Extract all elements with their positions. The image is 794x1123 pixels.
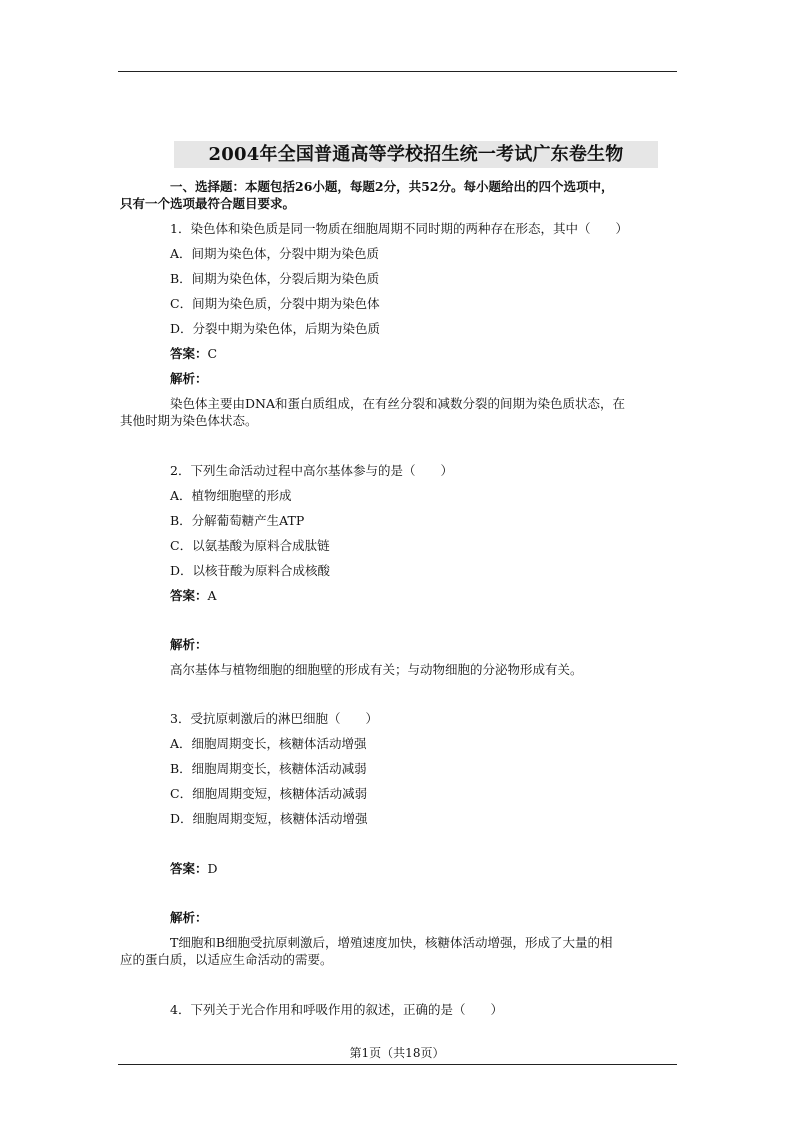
answer-label: 答案：: [170, 588, 208, 603]
footer-rule: [118, 1064, 677, 1065]
page-footer: 第1页（共18页）: [349, 1046, 445, 1060]
question-2-answer: [170, 587, 217, 604]
question-3-option-a: A．细胞周期变长，核糖体活动增强: [170, 736, 367, 751]
question-2-option-c: C．以氨基酸为原料合成肽链: [170, 538, 330, 553]
question-3-option-b: B．细胞周期变长，核糖体活动减弱: [170, 761, 367, 776]
answer-label: 答案：: [170, 346, 208, 361]
question-3-answer: [170, 860, 218, 877]
question-1-analysis-line-1: 染色体主要由DNA和蛋白质组成，在有丝分裂和减数分裂的间期为染色质状态，在: [170, 396, 625, 411]
section-heading-line-1: 一、选择题：本题包括26小题，每题2分，共52分。每小题给出的四个选项中，: [170, 179, 614, 194]
question-3-option-c: C．细胞周期变短，核糖体活动减弱: [170, 786, 368, 801]
question-1-option-b: B．间期为染色体，分裂后期为染色质: [170, 271, 380, 286]
answer-value: D: [207, 861, 218, 876]
answer-value: A: [207, 588, 217, 603]
answer-value: C: [207, 346, 218, 361]
question-2-stem: 2．下列生命活动过程中高尔基体参与的是（ ）: [170, 463, 453, 478]
question-3-stem: 3．受抗原刺激后的淋巴细胞（ ）: [170, 711, 378, 726]
header-rule: [118, 71, 677, 72]
question-1-option-c: C．间期为染色质，分裂中期为染色体: [170, 296, 380, 311]
question-3-analysis-label: 解析：: [170, 910, 208, 925]
question-2-option-d: D．以核苷酸为原料合成核酸: [170, 563, 331, 578]
question-4-stem: 4．下列关于光合作用和呼吸作用的叙述，正确的是（ ）: [170, 1002, 503, 1017]
question-3-analysis-line-2: 应的蛋白质，以适应生命活动的需要。: [120, 952, 333, 967]
question-2-option-b: B．分解葡萄糖产生ATP: [170, 513, 305, 528]
question-2-option-a: A．植物细胞壁的形成: [170, 488, 292, 503]
document-title: 2004年全国普通高等学校招生统一考试广东卷生物: [174, 141, 658, 168]
question-3-analysis-line-1: T细胞和B细胞受抗原刺激后，增殖速度加快，核糖体活动增强，形成了大量的相: [170, 935, 613, 950]
question-1-option-d: D．分裂中期为染色体，后期为染色质: [170, 321, 381, 336]
question-1-option-a: A．间期为染色体，分裂中期为染色质: [170, 246, 380, 261]
question-2-analysis-label: 解析：: [170, 637, 208, 652]
section-heading-line-2: 只有一个选项最符合题目要求。: [120, 196, 296, 211]
question-1-stem: 1．染色体和染色质是同一物质在细胞周期不同时期的两种存在形态，其中（ ）: [170, 221, 628, 236]
answer-label: 答案：: [170, 861, 208, 876]
question-3-option-d: D．细胞周期变短，核糖体活动增强: [170, 811, 368, 826]
question-1-analysis-label: 解析：: [170, 371, 208, 386]
question-1-answer: [170, 345, 217, 362]
question-1-analysis-line-2: 其他时期为染色体状态。: [120, 413, 258, 428]
question-2-analysis-line-1: 高尔基体与植物细胞的细胞壁的形成有关；与动物细胞的分泌物形成有关。: [170, 662, 583, 677]
